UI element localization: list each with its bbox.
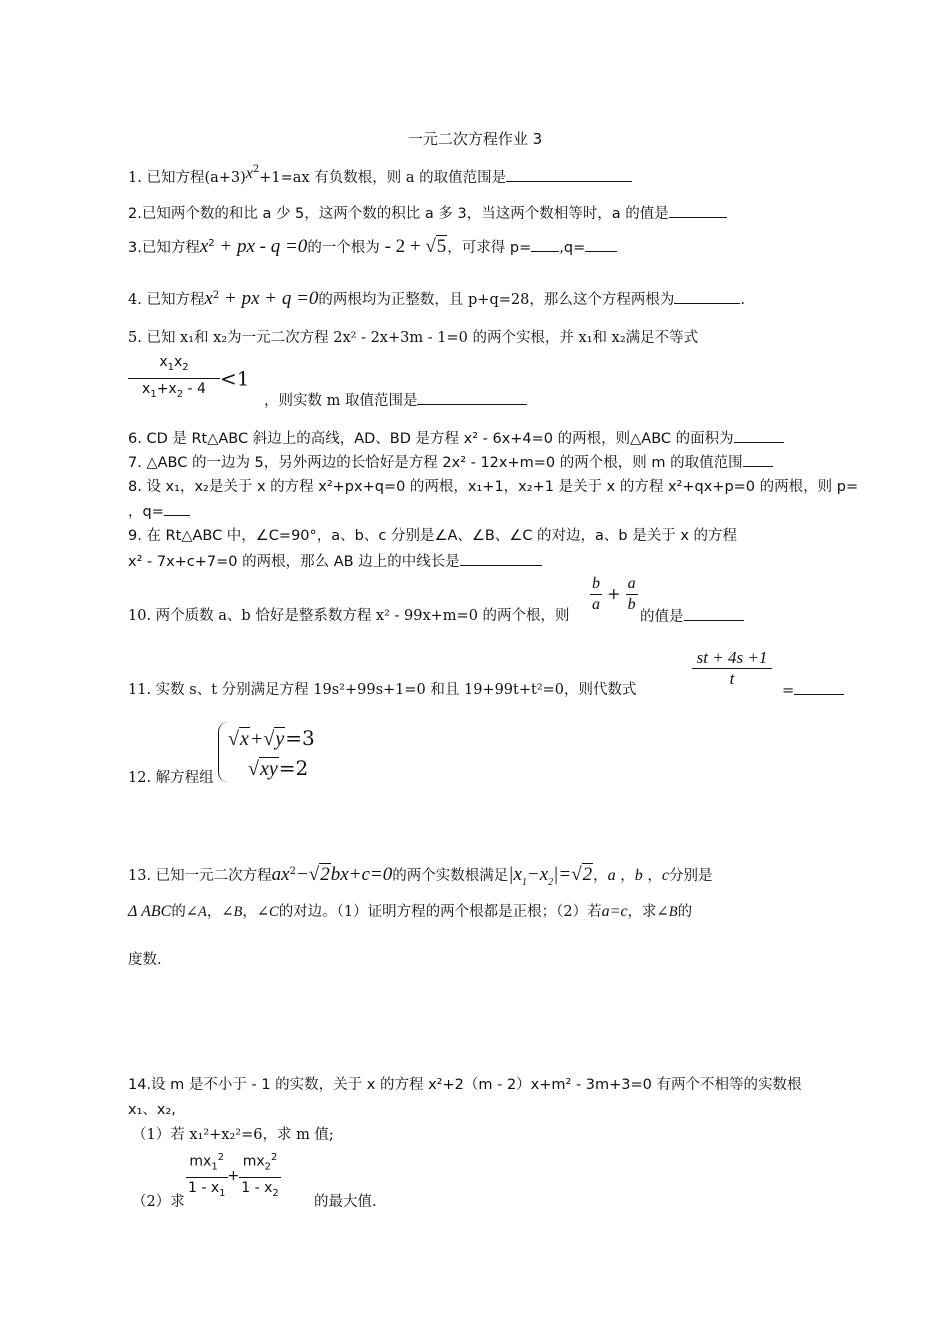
question-2: 2.已知两个数的和比 a 少 5，这两个数的积比 a 多 3，当这两个数相等时，a 的值是 (128, 203, 727, 224)
question-11-eq: = (782, 680, 844, 701)
question-8-line-2: ，q= (128, 501, 190, 522)
answer-blank[interactable] (669, 203, 727, 218)
answer-blank[interactable] (734, 428, 784, 443)
question-13-line-2: Δ ABC的∠A，∠B，∠C的对边。（1）证明方程的两个根都是正根；（2）若a=c，求∠B的 (128, 903, 693, 920)
answer-blank[interactable] (506, 167, 632, 182)
question-11: 11. 实数 s、t 分别满足方程 19s²+99s+1=0 和且 19+99t+t²=0，则代数式 (128, 682, 637, 698)
answer-blank[interactable] (794, 680, 844, 695)
expression-fraction: $\frac{st + 4s +1}{t}$ (692, 648, 772, 689)
question-14-part-2: （2）求 (132, 1194, 185, 1210)
question-12: 12. 解方程组 (128, 770, 214, 786)
max-value-expression: $\frac{mx_1^2}{1 - x_1}$ + $\frac{mx_2^2}{1 - x_2}$ (186, 1148, 281, 1204)
answer-blank[interactable] (674, 289, 740, 304)
question-10: 10. 两个质数 a、b 恰好是整系数方程 x² - 99x+m=0 的两个根，则 (128, 608, 570, 624)
answer-blank[interactable] (460, 551, 542, 566)
question-10-suffix: 的值是 (640, 606, 744, 627)
question-7: 7. △ABC 的一边为 5，另外两边的长恰好是方程 2x² - 12x+m=0 的两个根，则 m 的取值范围 (128, 452, 773, 473)
inequality-fraction: $\frac{x_1x_2}{x_1+x_2 - 4}$ (128, 352, 220, 405)
page-title: 一元二次方程作业 3 (407, 130, 543, 148)
question-5-line-1: 5. 已知 x₁和 x₂为一元二次方程 2x² - 2x+3m - 1=0 的两个实根，并 x₁和 x₂满足不等式 (128, 330, 699, 346)
question-9-line-2: x² - 7x+c+7=0 的两根，那么 AB 边上的中线长是 (128, 551, 542, 572)
question-13-line-3: 度数. (128, 952, 162, 968)
question-6: 6. CD 是 Rt△ABC 斜边上的高线，AD、BD 是方程 x² - 6x+4=0 的两根，则△ABC 的面积为 (128, 428, 784, 449)
question-9-line-1: 9. 在 Rt△ABC 中，∠C=90°，a、b、c 分别是∠A、∠B、∠C 的对边，a、b 是关于 x 的方程 (128, 528, 738, 544)
answer-blank[interactable] (743, 452, 773, 467)
answer-blank-q[interactable] (585, 237, 617, 252)
answer-blank[interactable] (684, 606, 744, 621)
question-4: 4. 已知方程$x^2$ + px + q =0的两根均为正整数，且 p+q=28，那么这个方程两根为 . (128, 287, 745, 309)
answer-blank-p[interactable] (531, 237, 559, 252)
question-14-line-2: x₁、x₂, (128, 1102, 176, 1118)
question-14-part-1: （1）若 x₁²+x₂²=6，求 m 值; (132, 1127, 334, 1143)
fraction-b-over-a-plus-a-over-b: $\frac{b}{a}$ + $\frac{a}{b}$ (592, 575, 636, 613)
question-3: 3.已知方程$x^2$ + px - q =0的一个根为 - 2 + √5，可求得 p= ,q= (128, 234, 617, 258)
equation-1: √x+√y=3 (228, 726, 315, 750)
question-5-line-2-text: ，则实数 m 取值范围是 (264, 390, 527, 411)
question-1: 1. 已知方程$(a+3)x^2+1=ax$ 有负数根，则 a 的取值范围是 (128, 160, 632, 188)
question-14-line-1: 14.设 m 是不小于 - 1 的实数，关于 x 的方程 x²+2（m - 2）x+m² - 3m+3=0 有两个不相等的实数根 (128, 1077, 802, 1093)
answer-blank[interactable] (417, 390, 527, 405)
equation-2: √xy=2 (248, 756, 309, 780)
question-5-line-2: $\frac{x_1x_2}{x_1+x_2 - 4}$ <1 (128, 352, 249, 405)
question-14-part-2-suffix: 的最大值. (314, 1194, 377, 1210)
answer-blank-q[interactable] (164, 501, 190, 516)
question-8-line-1: 8. 设 x₁，x₂是关于 x 的方程 x²+px+q=0 的两根，x₁+1，x₂+1 是关于 x 的方程 x²+qx+p=0 的两根，则 p= (128, 479, 859, 495)
question-13-line-1: 13. 已知一元二次方程$ax^2-√2bx+c=0$的两个实数根满足$|x_1-x_2|=√2$，a ，b ，c分别是 (128, 863, 713, 888)
